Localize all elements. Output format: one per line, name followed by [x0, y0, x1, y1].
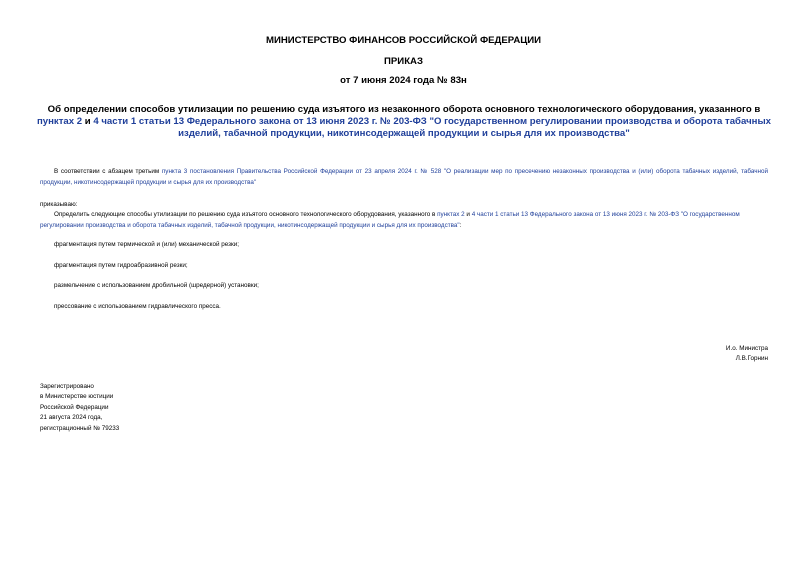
list-item: фрагментация путем термической и (или) механической резки; — [54, 241, 240, 248]
doc-type-heading: ПРИКАЗ — [384, 56, 423, 67]
registration-line: в Министерстве юстиции — [40, 393, 114, 401]
signature-name: Л.В.Горнин — [735, 355, 768, 362]
doc-date-number: от 7 июня 2024 года № 83н — [340, 75, 467, 86]
title-link-item-2[interactable]: пунктах 2 — [37, 116, 83, 127]
list-item: прессование с использованием гидравлического пресса. — [54, 303, 221, 310]
order-link-law-203fz[interactable]: 4 части 1 статьи 13 Федерального закона от 13 июня 2023 г. № 203-ФЗ "О государственном регулировании производства и оборота табачных изделий, табачной продукции, никотинсодержащей продукции и сырья для их производства" — [40, 211, 740, 229]
preamble-paragraph — [40, 166, 768, 188]
ministry-heading: МИНИСТЕРСТВО ФИНАНСОВ РОССИЙСКОЙ ФЕДЕРАЦИИ — [265, 35, 542, 46]
order-link-item-2[interactable]: пунктах 2 — [437, 211, 465, 218]
list-item: фрагментация путем гидроабразивной резки; — [54, 262, 188, 269]
preamble-link-decree-528[interactable]: пункта 3 постановления Правительства Российской Федерации от 23 апреля 2024 г. № 528 "О реализации мер по пресечению незаконных производства и (или) оборота табачных изделий, табачной продукции, никотинсодержащей продукции и сырья для их производства" — [40, 168, 768, 186]
preamble-text: В соответствии с абзацем третьим — [54, 168, 162, 175]
order-word: приказываю: — [40, 201, 78, 208]
title-link-law-203fz[interactable]: 4 части 1 статьи 13 Федерального закона от 13 июня 2023 г. № 203-ФЗ "О государственном регулировании производства и оборота табачных изделий, табачной продукции, никотинсодержащей продукции и сырья для их производства" — [93, 116, 771, 139]
registration-line: Российской Федерации — [40, 403, 109, 411]
document-title — [34, 104, 774, 140]
signature-position: И.о. Министра — [725, 345, 768, 352]
registration-line: регистрационный № 79233 — [40, 424, 120, 432]
registration-block — [40, 382, 119, 434]
registration-line: Зарегистрировано — [40, 383, 94, 390]
order-text: : — [459, 222, 462, 229]
list-item: размельчение с использованием дробильной (шредерной) установки; — [54, 282, 259, 289]
registration-line: 21 августа 2024 года, — [40, 414, 103, 422]
title-text: Об определении способов утилизации по решению суда изъятого из незаконного оборота основного технологического оборудования, указанного в — [47, 104, 761, 115]
order-text: Определить следующие способы утилизации по решению суда изъятого основного технологического оборудования, указанного в — [54, 211, 438, 218]
order-paragraph — [40, 209, 768, 231]
title-text: и — [82, 116, 94, 127]
order-text: и — [464, 211, 472, 218]
